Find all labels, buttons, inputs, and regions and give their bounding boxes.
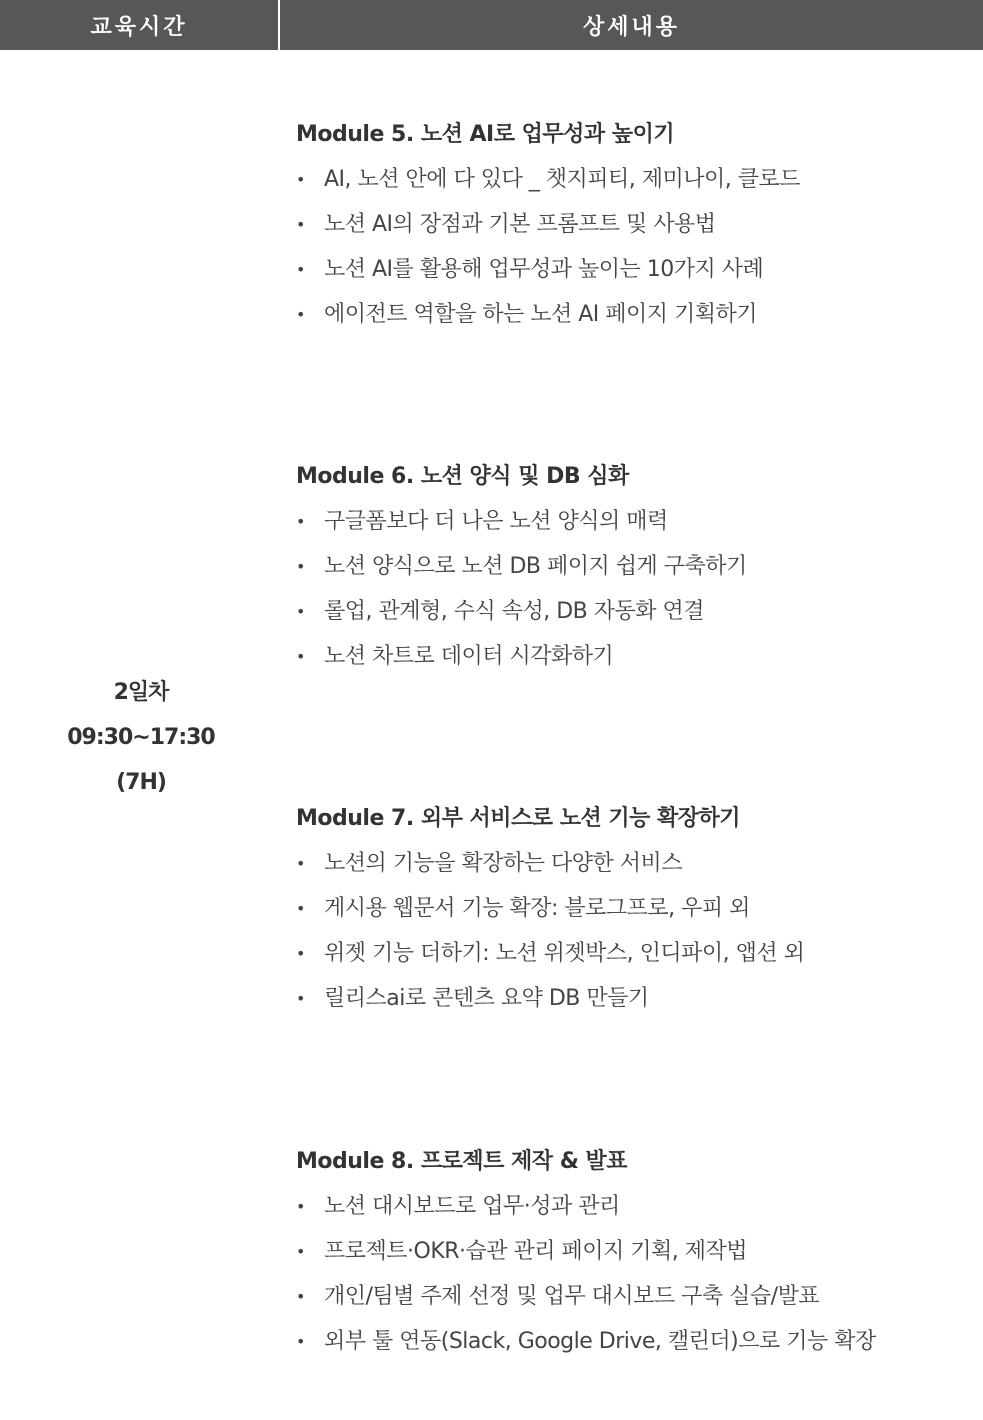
bullet-icon: •: [296, 1332, 305, 1351]
list-item-text: 프로젝트·OKR·습관 관리 페이지 기획, 제작법: [324, 1239, 748, 1264]
header-detail-label: 상세내용: [582, 14, 680, 40]
bullet-icon: •: [296, 989, 305, 1008]
module-item-list: [296, 499, 966, 679]
bullet-icon: •: [296, 512, 305, 531]
list-item: [296, 292, 966, 337]
list-item-text: 노션 AI를 활용해 업무성과 높이는 10가지 사례: [324, 257, 764, 282]
bullet-icon: •: [296, 944, 305, 963]
list-item: [296, 499, 966, 544]
list-item: [296, 1274, 966, 1319]
bullet-icon: •: [296, 854, 305, 873]
list-item: [296, 841, 966, 886]
list-item-text: 개인/팀별 주제 선정 및 업무 대시보드 구축 실습/발표: [324, 1284, 820, 1309]
bullet-icon: •: [296, 899, 305, 918]
module-item-list: [296, 157, 966, 337]
module-title: Module 6. 노션 양식 및 DB 심화: [296, 464, 629, 489]
list-item-text: 노션 양식으로 노션 DB 페이지 쉽게 구축하기: [324, 554, 747, 579]
bullet-icon: •: [296, 260, 305, 279]
table-header: [0, 0, 983, 50]
schedule-time: 09:30~17:30: [67, 725, 215, 750]
bullet-icon: •: [296, 215, 305, 234]
schedule-day: 2일차: [113, 680, 169, 705]
schedule-time-column: [0, 670, 282, 805]
bullet-icon: •: [296, 1197, 305, 1216]
module-7: [296, 796, 966, 1021]
module-item-list: [296, 841, 966, 1021]
list-item: [296, 931, 966, 976]
bullet-icon: •: [296, 557, 305, 576]
module-title: Module 8. 프로젝트 제작 & 발표: [296, 1149, 628, 1174]
list-item: [296, 976, 966, 1021]
list-item-text: 노션 대시보드로 업무·성과 관리: [324, 1194, 620, 1219]
bullet-icon: •: [296, 1242, 305, 1261]
list-item: [296, 886, 966, 931]
module-item-list: [296, 1184, 966, 1364]
header-time-label: 교육시간: [90, 14, 188, 40]
bullet-icon: •: [296, 602, 305, 621]
list-item: [296, 634, 966, 679]
list-item-text: 에이전트 역할을 하는 노션 AI 페이지 기획하기: [324, 302, 758, 327]
list-item: [296, 157, 966, 202]
list-item-text: 게시용 웹문서 기능 확장: 블로그프로, 우피 외: [324, 896, 750, 921]
bullet-icon: •: [296, 1287, 305, 1306]
module-title: Module 5. 노션 AI로 업무성과 높이기: [296, 122, 675, 147]
list-item: [296, 1229, 966, 1274]
bullet-icon: •: [296, 647, 305, 666]
list-item: [296, 1319, 966, 1364]
list-item-text: 노션 AI의 장점과 기본 프롬프트 및 사용법: [324, 212, 716, 237]
list-item-text: 위젯 기능 더하기: 노션 위젯박스, 인디파이, 앱션 외: [324, 941, 805, 966]
module-5: [296, 112, 966, 337]
list-item-text: 노션의 기능을 확장하는 다양한 서비스: [324, 851, 683, 876]
list-item: [296, 589, 966, 634]
list-item-text: AI, 노션 안에 다 있다 _ 챗지피티, 제미나이, 클로드: [324, 167, 801, 192]
module-8: [296, 1139, 966, 1364]
list-item-text: 롤업, 관계형, 수식 속성, DB 자동화 연결: [324, 599, 705, 624]
list-item-text: 릴리스ai로 콘텐츠 요약 DB 만들기: [324, 986, 649, 1011]
list-item-text: 외부 툴 연동(Slack, Google Drive, 캘린더)으로 기능 확장: [324, 1329, 876, 1354]
module-title: Module 7. 외부 서비스로 노션 기능 확장하기: [296, 806, 741, 831]
bullet-icon: •: [296, 170, 305, 189]
module-6: [296, 454, 966, 679]
list-item-text: 노션 차트로 데이터 시각화하기: [324, 644, 614, 669]
bullet-icon: •: [296, 305, 305, 324]
list-item: [296, 544, 966, 589]
list-item: [296, 202, 966, 247]
list-item: [296, 1184, 966, 1229]
schedule-hours: (7H): [116, 770, 166, 795]
list-item: [296, 247, 966, 292]
list-item-text: 구글폼보다 더 나은 노션 양식의 매력: [324, 509, 668, 534]
